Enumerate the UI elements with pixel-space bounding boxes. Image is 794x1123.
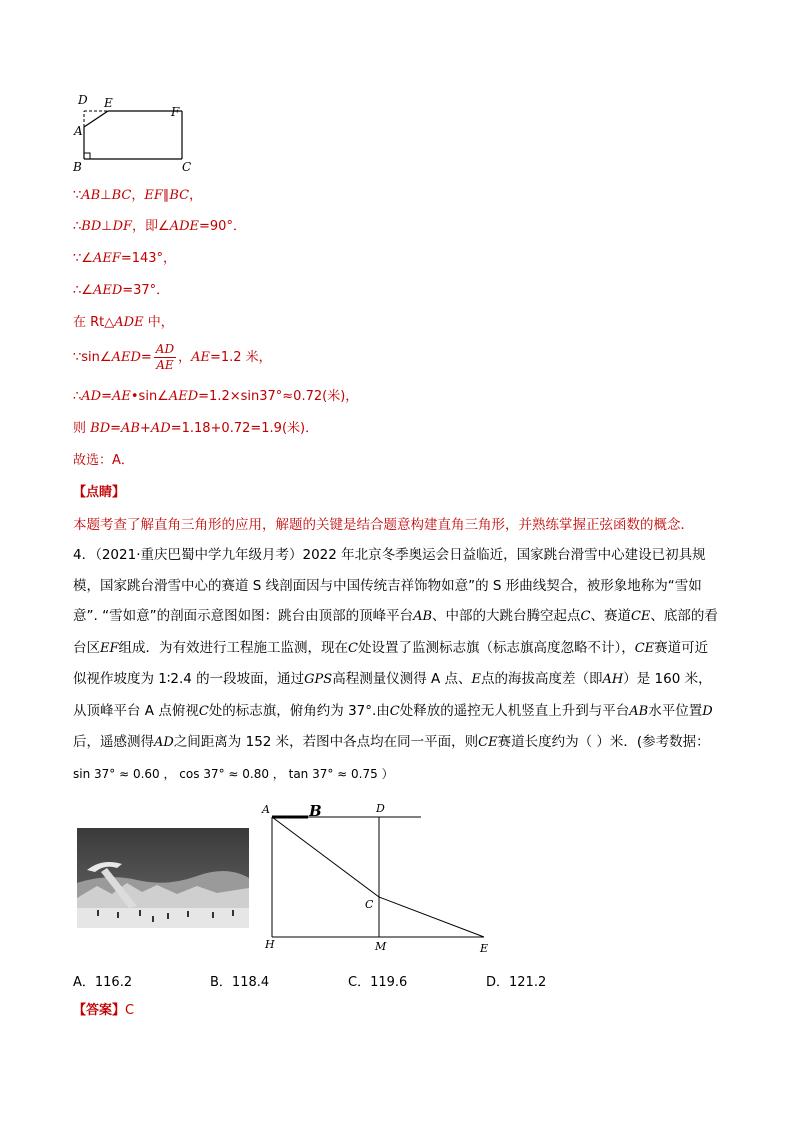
segment-ae — [84, 111, 108, 127]
fig2-label-d: D — [376, 802, 385, 815]
solution-line-1: ∵AB⊥BC，EF∥BC， — [73, 188, 203, 203]
label-b: B — [73, 160, 82, 174]
fig2-label-c: C — [365, 898, 374, 911]
ski-jump-photo — [77, 828, 249, 928]
label-d: D — [78, 93, 88, 107]
fraction-ad-over-ae: $\frac{AD}{AE}$ — [155, 342, 175, 372]
fig2-label-m: M — [375, 940, 387, 953]
answer-row — [73, 1002, 134, 1020]
label-e: E — [104, 96, 113, 110]
top-geometry-figure — [68, 92, 198, 174]
segment-ac — [272, 817, 379, 897]
right-angle-mark — [84, 153, 90, 159]
solution-line-8: 则 BD=AB+AD=1.18+0.72=1.9(米)． — [73, 421, 319, 436]
fig2-label-h: H — [265, 938, 275, 951]
answer-value: C — [125, 1003, 135, 1018]
solution-line-6: ∵sin∠AED= $\frac{AD}{AE}$ ，AE=1.2 米， — [73, 342, 272, 372]
question-4-text: 4．（2021·重庆巴蜀中学九年级月考）2022 年北京冬季奥运会日益临近，国家跳台滑雪中心建设已初具规模，国家跳台滑雪中心的赛道 S 线剖面因与中国传统吉祥饰物如意”的 S 形曲线契合，被形象地称为“雪如意”. “雪如意”的剖面示意图如图：跳台由顶部的顶峰平台AB、中部的大跳台腾空起点C、赛道CE、底部的看台区EF组成．为有效进行工程施工监测，现在C处设置了监测标志旗（标志旗高度忽略不计），CE赛道可近似视作坡度为 1∶2.4 的一段坡面，通过GPS高程测量仪测得 A 点、E点的海拔高度差（即AH）是 160 米，从顶峰平台 A 点俯视C处的标志旗，俯角约为 37°.由C处释放的遥控无人机竖直上升到与平台AB水平位置D后，遥感测得AD之间距离为 152 米，若图中各点均在同一平面，则CE赛道长度约为（ ）米．(参考数据： sin 37° ≈ 0.60 ， cos 37° ≈ 0.80 ， tan 37° ≈ 0.75 ） — [73, 547, 718, 781]
label-c: C — [182, 160, 192, 174]
option-a[interactable]: A．116.2 — [73, 975, 133, 990]
solution-line-5: 在 Rt△ADE 中， — [73, 315, 174, 330]
option-c[interactable]: C．119.6 — [348, 975, 408, 990]
question-4-figure — [258, 800, 498, 960]
dianjing-label: 【点睛】 — [73, 485, 126, 500]
solution-line-7: ∴AD=AE•sin∠AED=1.2×sin37°≈0.72(米)， — [73, 389, 359, 404]
label-f: F — [171, 105, 180, 119]
solution-line-4: ∴∠AED=37°． — [73, 283, 170, 298]
option-b[interactable]: B．118.4 — [210, 975, 270, 990]
segment-ce — [379, 897, 484, 937]
fig2-label-b: B — [309, 802, 322, 820]
label-a: A — [74, 124, 83, 138]
option-d[interactable]: D．121.2 — [486, 975, 547, 990]
solution-line-2: ∴BD⊥DF，即∠ADE=90°． — [73, 219, 246, 234]
choice-text: 故选：A． — [73, 453, 134, 468]
solution-line-3: ∵∠AEF=143°， — [73, 251, 177, 266]
fig2-label-e: E — [480, 942, 489, 955]
fig2-label-a: A — [262, 803, 270, 816]
answer-label: 【答案】 — [73, 1003, 126, 1018]
dianjing-text: 本题考查了解直角三角形的应用，解题的关键是结合题意构建直角三角形，并熟练掌握正弦函数的概念． — [73, 517, 694, 533]
